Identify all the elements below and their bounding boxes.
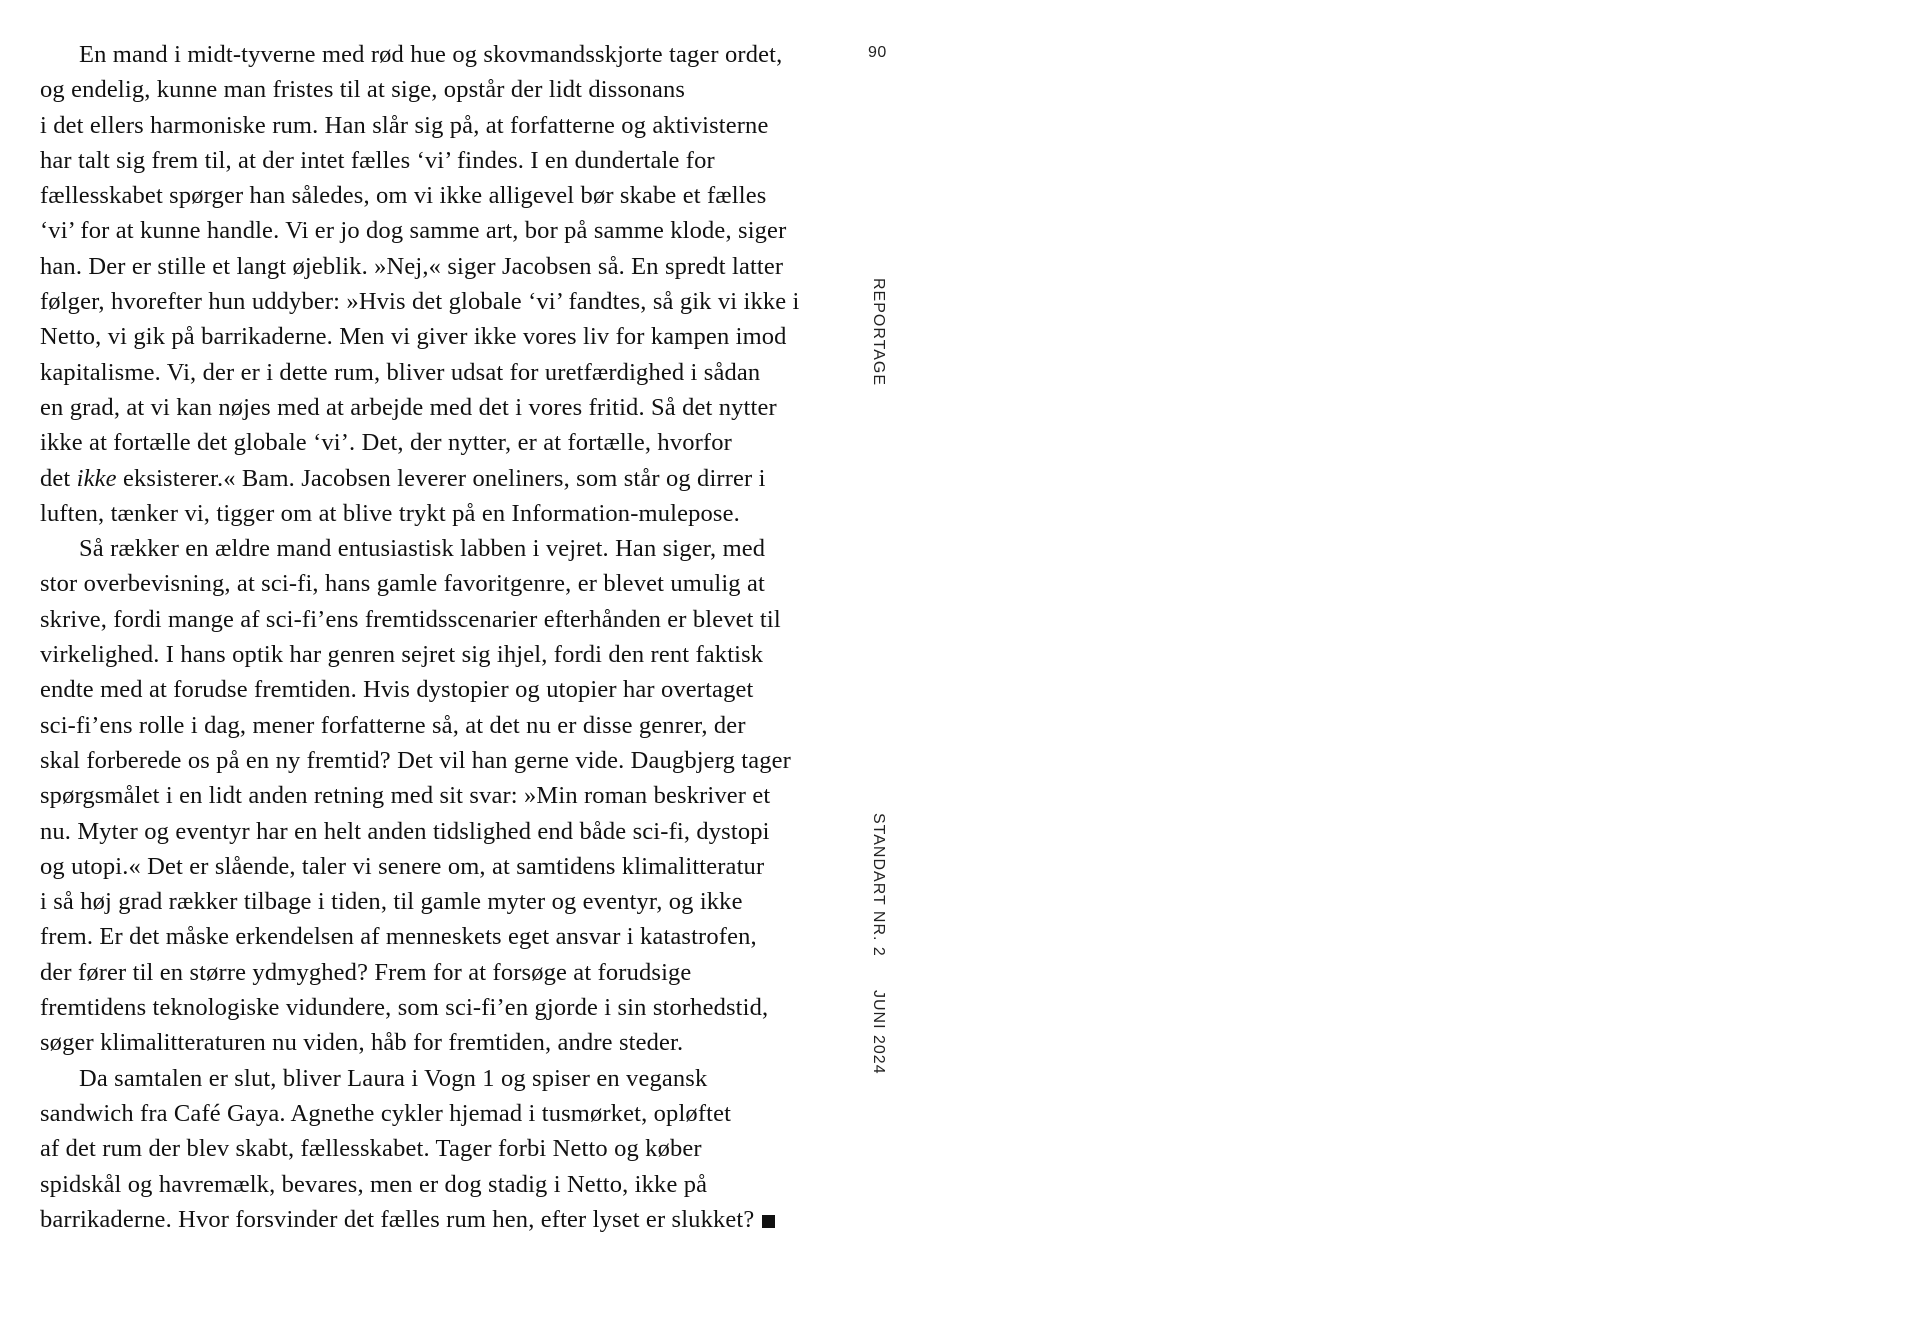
end-of-article-square-icon (762, 1215, 775, 1228)
text-line: af det rum der blev skabt, fællesskabet. Tager forbi Netto og køber (40, 1135, 702, 1163)
text-line: luften, tænker vi, tigger om at blive trykt på en Information-mulepose. (40, 499, 740, 527)
text-line: ikke at fortælle det globale ‘vi’. Det, der nytter, er at fortælle, hvorfor (40, 429, 732, 457)
text-line: endte med at forudse fremtiden. Hvis dystopier og utopier har overtaget (40, 676, 754, 704)
text-line: fremtidens teknologiske vidundere, som sci-fi’en gjorde i sin storhedstid, (40, 994, 769, 1022)
text-line: en grad, at vi kan nøjes med at arbejde med det i vores fritid. Så det nytter (40, 393, 777, 421)
text-line: Netto, vi gik på barrikaderne. Men vi giver ikke vores liv for kampen imod (40, 323, 787, 351)
text-line: spørgsmålet i en lidt anden retning med sit svar: »Min roman beskriver et (40, 782, 771, 810)
text-line: i det ellers harmoniske rum. Han slår sig på, at forfatterne og aktivisterne (40, 111, 769, 139)
text-line: i så høj grad rækker tilbage i tiden, til gamle myter og eventyr, og ikke (40, 888, 743, 916)
paragraph-3 (40, 1061, 815, 1237)
text-line: Da samtalen er slut, bliver Laura i Vogn 1 og spiser en vegansk (79, 1064, 708, 1092)
text-line-with-emphasis (40, 461, 815, 496)
date-label: JUNI 2024 (870, 990, 887, 1075)
text-line: spidskål og havremælk, bevares, men er dog stadig i Netto, ikke på (40, 1170, 708, 1198)
paragraph-2 (40, 531, 815, 1060)
text-line: sci-fi’ens rolle i dag, mener forfatterne så, at det nu er disse genrer, der (40, 711, 746, 739)
text-line: skal forberede os på en ny fremtid? Det vil han gerne vide. Daugbjerg tager (40, 746, 791, 774)
text-line: der fører til en større ydmyghed? Frem for at forsøge at forudsige (40, 958, 692, 986)
paragraph-1 (40, 37, 815, 531)
text-line: nu. Myter og eventyr har en helt anden tidslighed end både sci-fi, dystopi (40, 817, 770, 845)
text-line: sandwich fra Café Gaya. Agnethe cykler hjemad i tusmørket, opløftet (40, 1099, 732, 1127)
text-line: skrive, fordi mange af sci-fi’ens fremtidsscenarier efterhånden er blevet til (40, 605, 781, 633)
text-line: følger, hvorefter hun uddyber: »Hvis det globale ‘vi’ fandtes, så gik vi ikke i (40, 288, 800, 316)
text-line: og utopi.« Det er slående, taler vi senere om, at samtidens klimalitteratur (40, 852, 765, 880)
text-line: En mand i midt-tyverne med rød hue og skovmandsskjorte tager ordet, (79, 41, 783, 68)
text-segment: eksisterer.« Bam. Jacobsen leverer oneliners, som står og dirrer i (116, 464, 766, 492)
text-line: har talt sig frem til, at der intet fælles ‘vi’ findes. I en dundertale for (40, 146, 715, 174)
article-body (40, 37, 815, 1237)
text-line: og endelig, kunne man fristes til at sige, opstår der lidt dissonans (40, 76, 686, 104)
text-line: Så rækker en ældre mand entusiastisk labben i vejret. Han siger, med (79, 535, 766, 563)
text-line: ‘vi’ for at kunne handle. Vi er jo dog samme art, bor på samme klode, siger (40, 217, 787, 245)
issue-label: STANDART NR. 2 (870, 813, 887, 957)
final-line (40, 1202, 815, 1237)
text-line: søger klimalitteraturen nu viden, håb for fremtiden, andre steder. (40, 1029, 684, 1057)
emphasis-ikke: ikke (76, 464, 117, 492)
text-line: han. Der er stille et langt øjeblik. »Nej,« siger Jacobsen så. En spredt latter (40, 252, 784, 280)
text-line: stor overbevisning, at sci-fi, hans gamle favoritgenre, er blevet umulig at (40, 570, 765, 598)
section-label: REPORTAGE (870, 278, 887, 386)
text-segment: det (40, 464, 77, 492)
text-line: frem. Er det måske erkendelsen af menneskets eget ansvar i katastrofen, (40, 923, 757, 951)
text-line: virkelighed. I hans optik har genren sejret sig ihjel, fordi den rent faktisk (40, 641, 764, 669)
text-segment: barrikaderne. Hvor forsvinder det fælles rum hen, efter lyset er slukket? (40, 1205, 755, 1233)
text-line: fællesskabet spørger han således, om vi ikke alligevel bør skabe et fælles (40, 182, 767, 210)
text-line: kapitalisme. Vi, der er i dette rum, bliver udsat for uretfærdighed i sådan (40, 358, 761, 386)
page-number: 90 (868, 44, 887, 61)
